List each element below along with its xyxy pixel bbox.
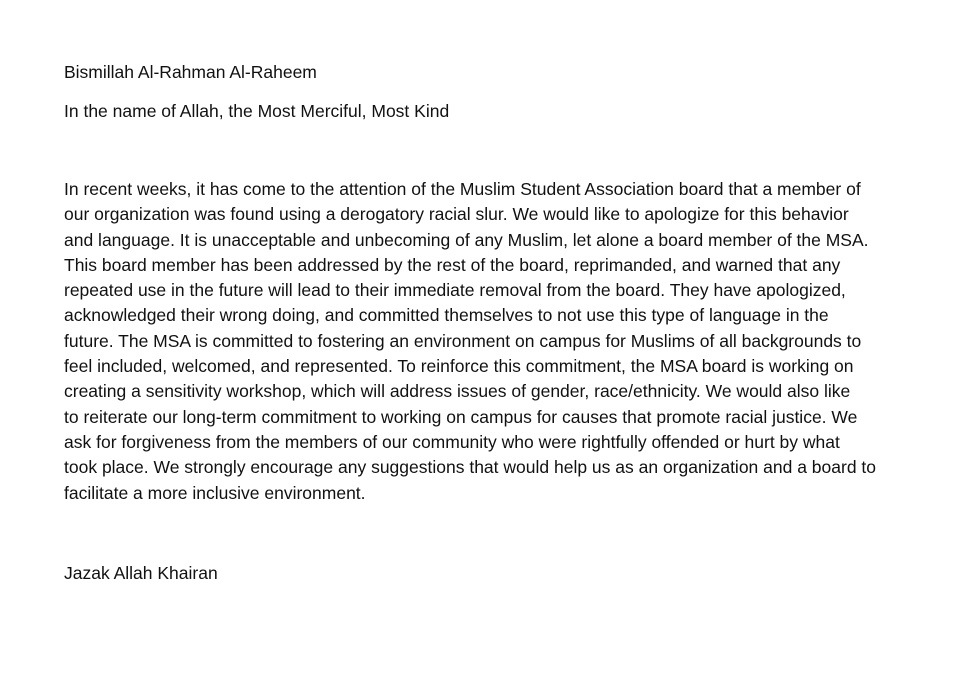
body-line: feel included, welcomed, and represented. To reinforce this commitment, the MSA board is working on	[64, 356, 854, 377]
body-line: future. The MSA is committed to fostering an environment on campus for Muslims of all backgrounds to	[64, 330, 862, 351]
closing-line: Jazak Allah Khairan	[64, 563, 218, 583]
letter-body	[64, 177, 894, 506]
body-line: ask for forgiveness from the members of our community who were rightfully offended or hurt by what	[64, 431, 840, 452]
body-line: This board member has been addressed by the rest of the board, reprimanded, and warned that any	[64, 254, 841, 275]
body-line: acknowledged their wrong doing, and committed themselves to not use this type of language in the	[64, 305, 829, 326]
body-line: facilitate a more inclusive environment.	[64, 482, 366, 503]
body-line: creating a sensitivity workshop, which will address issues of gender, race/ethnicity. We would also like	[64, 381, 851, 402]
salutation-english: In the name of Allah, the Most Merciful, Most Kind	[64, 101, 450, 121]
body-line: took place. We strongly encourage any suggestions that would help us as an organization and a board to	[64, 457, 877, 478]
salutation-arabic: Bismillah Al-Rahman Al-Raheem	[64, 62, 317, 82]
body-line: to reiterate our long-term commitment to working on campus for causes that promote racial justice. We	[64, 406, 858, 427]
body-line: and language. It is unacceptable and unbecoming of any Muslim, let alone a board member of the MSA.	[64, 229, 869, 250]
body-line: In recent weeks, it has come to the attention of the Muslim Student Association board that a member of	[64, 179, 861, 199]
body-line: repeated use in the future will lead to their immediate removal from the board. They have apologized,	[64, 280, 846, 301]
body-line: our organization was found using a derogatory racial slur. We would like to apologize for this behavior	[64, 204, 849, 225]
